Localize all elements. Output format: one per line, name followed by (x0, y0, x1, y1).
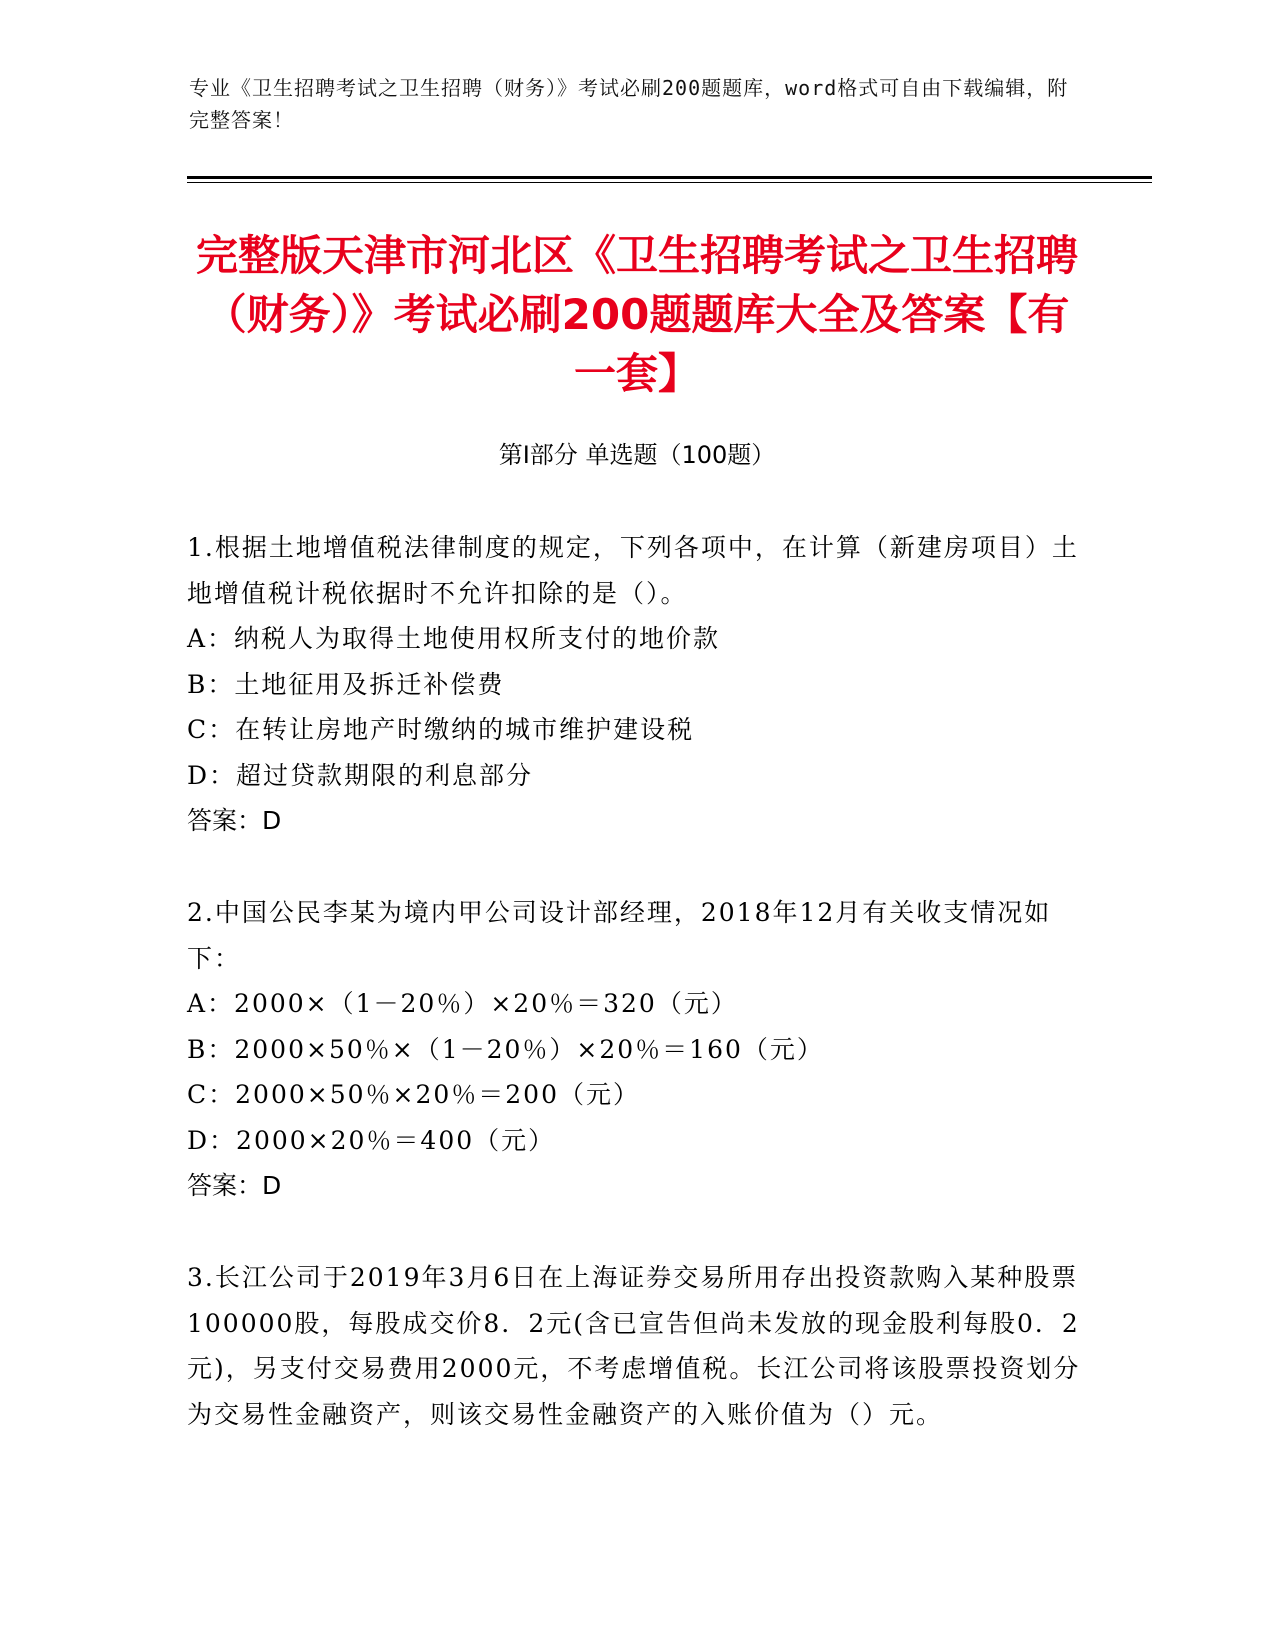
header-divider-thin (187, 182, 1152, 183)
option-a: A：纳税人为取得土地使用权所支付的地价款 (187, 624, 721, 653)
question-stem: 1.根据土地增值税法律制度的规定，下列各项中，在计算（新建房项目）土地增值税计税依据时不允许扣除的是（）。 (187, 533, 1079, 608)
option-a: A：2000×（1－20％）×20％＝320（元） (187, 989, 738, 1018)
option-c: C：在转让房地产时缴纳的城市维护建设税 (187, 715, 695, 744)
question-stem: 3.长江公司于2019年3月6日在上海证券交易所用存出投资款购入某种股票100000股，每股成交价8．2元(含已宣告但尚未发放的现金股利每股0．2元)，另支付交易费用2000元，不考虑增值税。长江公司将该股票投资划分为交易性金融资产，则该交易性金融资产的入账价值为（）元。 (187, 1263, 1081, 1429)
option-d: D：超过贷款期限的利息部分 (187, 760, 534, 790)
question-stem: 2.中国公民李某为境内甲公司设计部经理，2018年12月有关收支情况如下： (187, 898, 1052, 973)
answer: 答案：D (187, 1171, 282, 1200)
answer: 答案：D (187, 806, 282, 835)
option-b: B：土地征用及拆迁补偿费 (187, 669, 505, 699)
question-2 (187, 890, 1087, 1209)
header-note: 专业《卫生招聘考试之卫生招聘（财务）》考试必刷200题题库，word格式可自由下载编辑，附完整答案！ (189, 76, 1069, 132)
question-1 (187, 525, 1087, 844)
question-3 (187, 1255, 1087, 1437)
header-divider-thick (187, 176, 1152, 179)
option-c: C：2000×50％×20％＝200（元） (187, 1080, 640, 1109)
option-b: B：2000×50％×（1－20％）×20％＝160（元） (187, 1034, 824, 1064)
option-d: D：2000×20％＝400（元） (187, 1125, 556, 1155)
section-heading: 第I部分 单选题（100题） (498, 441, 776, 469)
document-title: 完整版天津市河北区《卫生招聘考试之卫生招聘（财务）》考试必刷200题题库大全及答案【有一套】 (195, 231, 1078, 398)
